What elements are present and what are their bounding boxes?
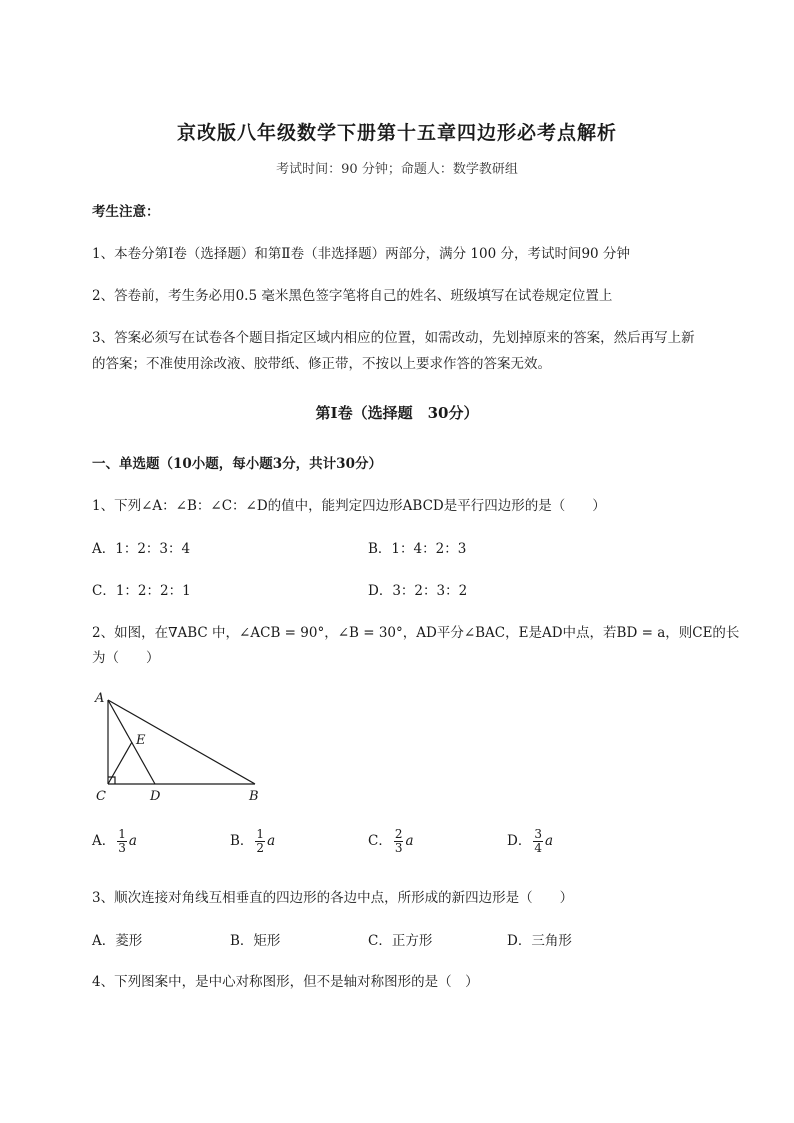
label-c: C — [96, 789, 106, 804]
section-title: 第Ⅰ卷（选择题 30分） — [315, 404, 479, 422]
notice-heading: 考生注意： — [92, 204, 160, 220]
q1-option-a[interactable]: A．1：2：3：4 — [92, 541, 191, 557]
variable-a: a — [544, 833, 554, 849]
page-title: 京改版八年级数学下册第十五章四边形必考点解析 — [176, 122, 617, 144]
fraction — [533, 828, 543, 855]
question-2-stem-cont: 为（ ） — [92, 650, 160, 666]
notice-item-1: 1、本卷分第Ⅰ卷（选择题）和第Ⅱ卷（非选择题）两部分，满分 100 分，考试时间90 分钟 — [92, 246, 630, 262]
notice-item-3: 3、答案必须写在试卷各个题目指定区域内相应的位置，如需改动，先划掉原来的答案，然后再写上新 — [92, 330, 695, 346]
fraction-numerator: 3 — [534, 827, 542, 841]
fraction — [394, 828, 404, 855]
variable-a: a — [128, 833, 137, 849]
option-letter: D． — [507, 833, 532, 849]
exam-info: 考试时间：90 分钟；命题人：数学教研组 — [276, 162, 518, 177]
fraction-denominator: 4 — [534, 841, 542, 855]
fraction — [117, 828, 127, 855]
fraction-numerator: 2 — [394, 827, 403, 841]
triangle-figure — [88, 686, 278, 808]
label-d: D — [150, 789, 161, 804]
notice-item-2: 2、答卷前，考生务必用0.5 毫米黑色签字笔将自己的姓名、班级填写在试卷规定位置上 — [92, 288, 613, 304]
segment-ce — [108, 742, 132, 784]
fraction-denominator: 3 — [394, 841, 403, 855]
label-b: B — [249, 789, 259, 804]
variable-a: a — [267, 833, 276, 849]
fraction-denominator: 3 — [118, 841, 126, 855]
fraction — [255, 828, 265, 855]
segment-ab — [108, 700, 255, 784]
question-1-stem: 1、下列∠A：∠B：∠C：∠D的值中，能判定四边形ABCD是平行四边形的是（ ） — [92, 498, 606, 514]
q1-option-d[interactable]: D．3：2：3：2 — [368, 583, 468, 599]
q2-option-a[interactable] — [92, 828, 137, 855]
option-letter: B． — [230, 833, 254, 849]
notice-item-3-cont: 的答案；不准使用涂改液、胶带纸、修正带，不按以上要求作答的答案无效。 — [92, 356, 551, 372]
q3-option-c[interactable]: C．正方形 — [368, 933, 433, 949]
label-a: A — [95, 691, 105, 706]
option-letter: C． — [368, 833, 392, 849]
q3-option-a[interactable]: A．菱形 — [92, 933, 143, 949]
question-4-stem: 4、下列图案中，是中心对称图形，但不是轴对称图形的是（ ） — [92, 974, 479, 990]
q1-option-b[interactable]: B．1：4：2：3 — [368, 541, 467, 557]
variable-a: a — [405, 833, 414, 849]
q2-option-c[interactable] — [368, 828, 414, 855]
fraction-numerator: 1 — [256, 827, 265, 841]
fraction-numerator: 1 — [118, 827, 126, 841]
question-2-stem: 2、如图，在∇ABC 中，∠ACB = 90°，∠B = 30°，AD平分∠BAC，E是AD中点，若BD = a，则CE的长 — [92, 625, 740, 641]
q1-option-c[interactable]: C．1：2：2：1 — [92, 583, 191, 599]
option-letter: A． — [92, 833, 116, 849]
part-title: 一、单选题（10小题，每小题3分，共计30分） — [92, 456, 382, 472]
q2-option-b[interactable] — [230, 828, 275, 855]
question-3-stem: 3、顺次连接对角线互相垂直的四边形的各边中点，所形成的新四边形是（ ） — [92, 890, 574, 906]
fraction-denominator: 2 — [256, 841, 265, 855]
q2-option-d[interactable] — [507, 828, 553, 855]
q3-option-b[interactable]: B．矩形 — [230, 933, 281, 949]
q3-option-d[interactable]: D．三角形 — [507, 933, 572, 949]
label-e: E — [136, 733, 146, 748]
